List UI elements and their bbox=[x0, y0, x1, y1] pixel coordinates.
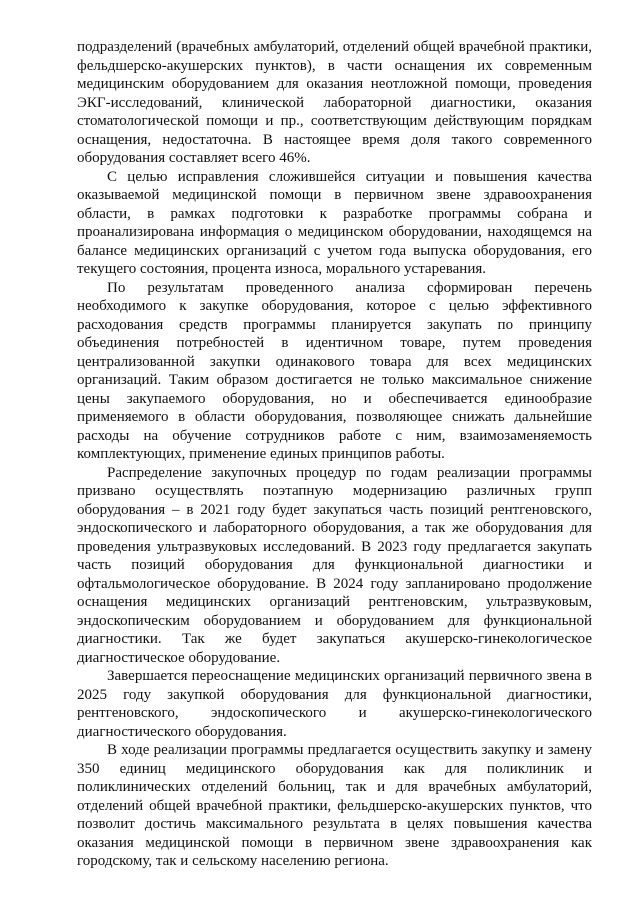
paragraph-goal: С целью исправления сложившейся ситуации и повышения качества оказываемой медицинской помощи в первичном звене здравоохранения области, в рамках подготовки к разработке программы собрана и проанализирована информация о медицинском оборудовании, находящемся на балансе медицинских организаций с учетом года выпуска оборудования, его текущего состояния, процента износа, морального устаревания. bbox=[77, 168, 592, 277]
document-page bbox=[77, 38, 592, 871]
paragraph-schedule: Распределение закупочных процедур по годам реализации программы призвано осуществлять поэтапную модернизацию различных групп оборудования – в 2021 году будет закупаться часть позиций рентгеновского, эндоскопического и лабораторного оборудования, а так же оборудования для проведения ультразвуковых исследований. В 2023 году предлагается закупать часть позиций оборудования для функциональной диагностики и офтальмологическое оборудование. В 2024 году запланировано продолжение оснащения медицинских организаций рентгеновским, ультразвуковым, эндоскопическим оборудованием и оборудованием для функциональной диагностики. Так же будет закупаться акушерско-гинекологическое диагностическое оборудование. bbox=[77, 464, 592, 666]
paragraph-continuation: подразделений (врачебных амбулаторий, отделений общей врачебной практики, фельдшерско-акушерских пунктов), в части оснащения их современным медицинским оборудованием для оказания неотложной помощи, проведения ЭКГ-исследований, клинической лабораторной диагностики, оказания стоматологической помощи и пр., соответствующим действующим порядкам оснащения, недостаточна. В настоящее время доля такого современного оборудования составляет всего 46%. bbox=[77, 39, 592, 166]
paragraph-analysis: По результатам проведенного анализа сформирован перечень необходимого к закупке оборудования, которое с целью эффективного расходования средств программы планируется закупать по принципу объединения потребностей в идентичном товаре, путем проведения централизованной закупки одинакового товара для всех медицинских организаций. Таким образом достигается не только максимальное снижение цены закупаемого оборудования, но и обеспечивается единообразие применяемого в области оборудования, позволяющее снижать дальнейшие расходы на обучение сотрудников работе с ним, взаимозаменяемость комплектующих, применение единых принципов работы. bbox=[77, 279, 592, 462]
paragraph-summary: В ходе реализации программы предлагается осуществить закупку и замену 350 единиц медицинского оборудования как для поликлиник и поликлинических отделений больниц, так и для врачебных амбулаторий, отделений общей врачебной практики, фельдшерско-акушерских пунктов, что позволит достичь максимального результата в целях повышения качества оказания медицинской помощи в первичном звене здравоохранения как городскому, так и сельскому населению региона. bbox=[77, 742, 592, 869]
paragraph-completion: Завершается переоснащение медицинских организаций первичного звена в 2025 году закупкой оборудования для функциональной диагностики, рентгеновского, эндоскопического и акушерско-гинекологического диагностического оборудования. bbox=[77, 668, 592, 740]
